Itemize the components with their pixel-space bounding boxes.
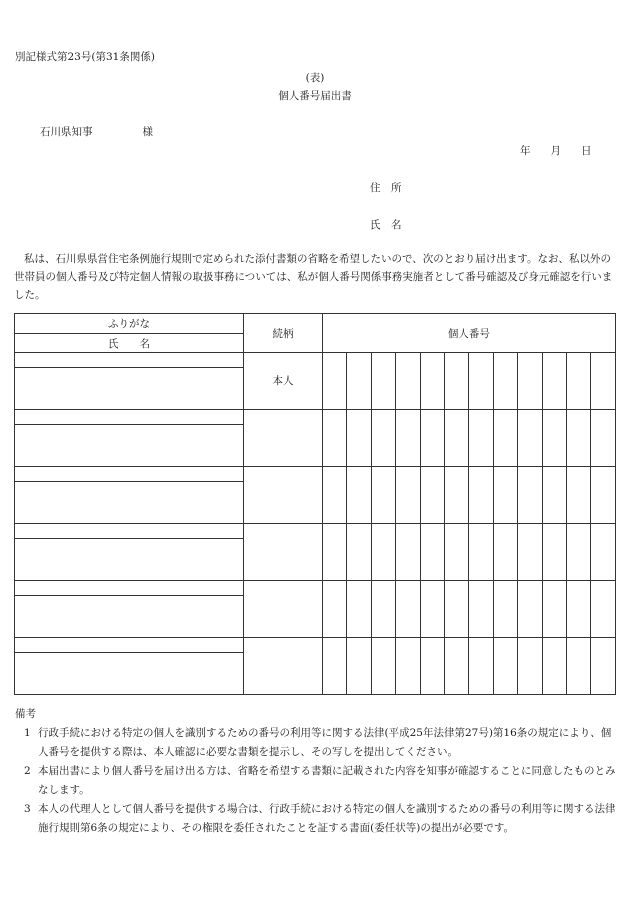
number-digit-cell[interactable] <box>518 353 542 410</box>
number-digit-cell[interactable] <box>347 524 371 581</box>
number-digit-cell[interactable] <box>493 353 517 410</box>
number-digit-cell[interactable] <box>469 581 493 638</box>
note-text: 行政手続における特定の個人を識別するための番号の利用等に関する法律(平成25年法律第27号)第16条の規定により、個人番号を提供する際は、本人確認に必要な書類を提示し、その写しを提出してください。 <box>38 727 612 758</box>
name-cell[interactable] <box>15 482 244 524</box>
number-digit-cell[interactable] <box>323 353 347 410</box>
number-digit-cell[interactable] <box>420 410 444 467</box>
number-digit-cell[interactable] <box>396 467 420 524</box>
number-digit-cell[interactable] <box>420 467 444 524</box>
number-digit-cell[interactable] <box>323 467 347 524</box>
note-number: 2 <box>24 765 31 777</box>
note-item <box>14 762 616 800</box>
relation-cell[interactable] <box>244 581 323 638</box>
number-digit-cell[interactable] <box>469 410 493 467</box>
number-digit-cell[interactable] <box>347 581 371 638</box>
name-cell[interactable] <box>15 653 244 695</box>
number-digit-cell[interactable] <box>518 524 542 581</box>
number-digit-cell[interactable] <box>396 410 420 467</box>
header-name: 氏 名 <box>15 334 244 353</box>
header-furigana: ふりがな <box>15 314 244 334</box>
name-cell[interactable] <box>15 539 244 581</box>
number-digit-cell[interactable] <box>444 638 468 695</box>
number-digit-cell[interactable] <box>518 410 542 467</box>
number-digit-cell[interactable] <box>493 410 517 467</box>
header-individual-number: 個人番号 <box>323 314 616 353</box>
number-digit-cell[interactable] <box>591 410 615 467</box>
number-digit-cell[interactable] <box>542 581 566 638</box>
number-digit-cell[interactable] <box>347 467 371 524</box>
name-cell[interactable] <box>15 368 244 410</box>
number-digit-cell[interactable] <box>396 524 420 581</box>
member-rows <box>15 353 616 695</box>
number-digit-cell[interactable] <box>347 353 371 410</box>
number-digit-cell[interactable] <box>591 353 615 410</box>
relation-cell[interactable] <box>244 467 323 524</box>
number-digit-cell[interactable] <box>493 467 517 524</box>
number-digit-cell[interactable] <box>542 524 566 581</box>
number-digit-cell[interactable] <box>591 467 615 524</box>
number-digit-cell[interactable] <box>444 467 468 524</box>
relation-cell[interactable] <box>244 410 323 467</box>
number-digit-cell[interactable] <box>518 581 542 638</box>
note-item <box>14 724 616 762</box>
number-digit-cell[interactable] <box>518 638 542 695</box>
number-digit-cell[interactable] <box>420 353 444 410</box>
note-item <box>14 800 616 838</box>
name-cell[interactable] <box>15 425 244 467</box>
number-digit-cell[interactable] <box>591 524 615 581</box>
number-digit-cell[interactable] <box>444 524 468 581</box>
governor-label: 石川県知事 <box>40 126 93 138</box>
number-digit-cell[interactable] <box>518 467 542 524</box>
number-digit-cell[interactable] <box>371 638 395 695</box>
number-digit-cell[interactable] <box>566 410 590 467</box>
number-digit-cell[interactable] <box>323 638 347 695</box>
number-digit-cell[interactable] <box>396 581 420 638</box>
note-text: 本届出書により個人番号を届け出る方は、省略を希望する書類に記載された内容を知事が確認することに同意したものとみなします。 <box>38 765 616 796</box>
number-digit-cell[interactable] <box>323 581 347 638</box>
number-digit-cell[interactable] <box>371 410 395 467</box>
number-digit-cell[interactable] <box>542 638 566 695</box>
number-digit-cell[interactable] <box>542 353 566 410</box>
number-digit-cell[interactable] <box>493 581 517 638</box>
number-digit-cell[interactable] <box>371 581 395 638</box>
number-digit-cell[interactable] <box>396 353 420 410</box>
number-digit-cell[interactable] <box>566 467 590 524</box>
note-number: 3 <box>24 803 31 815</box>
name-label: 氏 名 <box>370 219 402 231</box>
header-relation: 続柄 <box>244 314 323 353</box>
number-digit-cell[interactable] <box>566 524 590 581</box>
furigana-cell[interactable] <box>15 467 244 482</box>
number-digit-cell[interactable] <box>347 638 371 695</box>
address-label: 住 所 <box>370 182 402 194</box>
number-digit-cell[interactable] <box>566 353 590 410</box>
number-digit-cell[interactable] <box>591 638 615 695</box>
relation-cell[interactable]: 本人 <box>244 353 323 410</box>
number-digit-cell[interactable] <box>542 410 566 467</box>
relation-cell[interactable] <box>244 638 323 695</box>
note-text: 本人の代理人として個人番号を提供する場合は、行政手続における特定の個人を識別するための番号の利用等に関する法律施行規則第6条の規定により、その権限を委任されたことを証する書面(委任状等)の提出が必要です。 <box>38 803 616 834</box>
number-digit-cell[interactable] <box>591 581 615 638</box>
furigana-cell[interactable] <box>15 581 244 596</box>
number-digit-cell[interactable] <box>371 353 395 410</box>
name-cell[interactable] <box>15 596 244 638</box>
intro-text: 私は、石川県県営住宅条例施行規則で定められた添付書類の省略を希望したいので、次のとおり届け出ます。なお、私以外の世帯員の個人番号及び特定個人情報の取扱事務については、私が個人番号関係事務実施者として番号確認及び身元確認を行いました。 <box>14 253 613 301</box>
date-field[interactable] <box>520 143 612 158</box>
address-field[interactable] <box>370 180 402 195</box>
number-digit-cell[interactable] <box>493 638 517 695</box>
number-digit-cell[interactable] <box>396 638 420 695</box>
number-digit-cell[interactable] <box>542 467 566 524</box>
number-digit-cell[interactable] <box>566 581 590 638</box>
number-digit-cell[interactable] <box>566 638 590 695</box>
honorific-label: 様 <box>142 126 153 138</box>
number-digit-cell[interactable] <box>323 524 347 581</box>
form-title: 個人番号届出書 <box>278 90 352 102</box>
number-digit-cell[interactable] <box>444 410 468 467</box>
year-label: 年 <box>520 145 531 157</box>
number-digit-cell[interactable] <box>420 524 444 581</box>
number-digit-cell[interactable] <box>444 353 468 410</box>
notes-title: 備考 <box>15 708 36 720</box>
individual-number-table <box>14 313 616 695</box>
number-digit-cell[interactable] <box>493 524 517 581</box>
month-label: 月 <box>550 145 561 157</box>
furigana-cell[interactable] <box>15 524 244 539</box>
number-digit-cell[interactable] <box>469 353 493 410</box>
form-number: 別記様式第23号(第31条関係) <box>15 51 155 63</box>
number-digit-cell[interactable] <box>371 524 395 581</box>
applicant-name-field[interactable] <box>370 217 402 232</box>
furigana-cell[interactable] <box>15 410 244 425</box>
number-digit-cell[interactable] <box>420 581 444 638</box>
side-label: (表) <box>305 72 325 84</box>
number-digit-cell[interactable] <box>469 524 493 581</box>
addressee <box>40 124 153 139</box>
day-label: 日 <box>581 145 592 157</box>
note-number: 1 <box>24 727 31 739</box>
number-digit-cell[interactable] <box>371 467 395 524</box>
number-digit-cell[interactable] <box>323 410 347 467</box>
number-digit-cell[interactable] <box>347 410 371 467</box>
number-digit-cell[interactable] <box>469 638 493 695</box>
relation-cell[interactable] <box>244 524 323 581</box>
notes-list <box>14 724 616 838</box>
number-digit-cell[interactable] <box>420 638 444 695</box>
number-digit-cell[interactable] <box>444 581 468 638</box>
furigana-cell[interactable] <box>15 638 244 653</box>
furigana-cell[interactable] <box>15 353 244 368</box>
number-digit-cell[interactable] <box>469 467 493 524</box>
